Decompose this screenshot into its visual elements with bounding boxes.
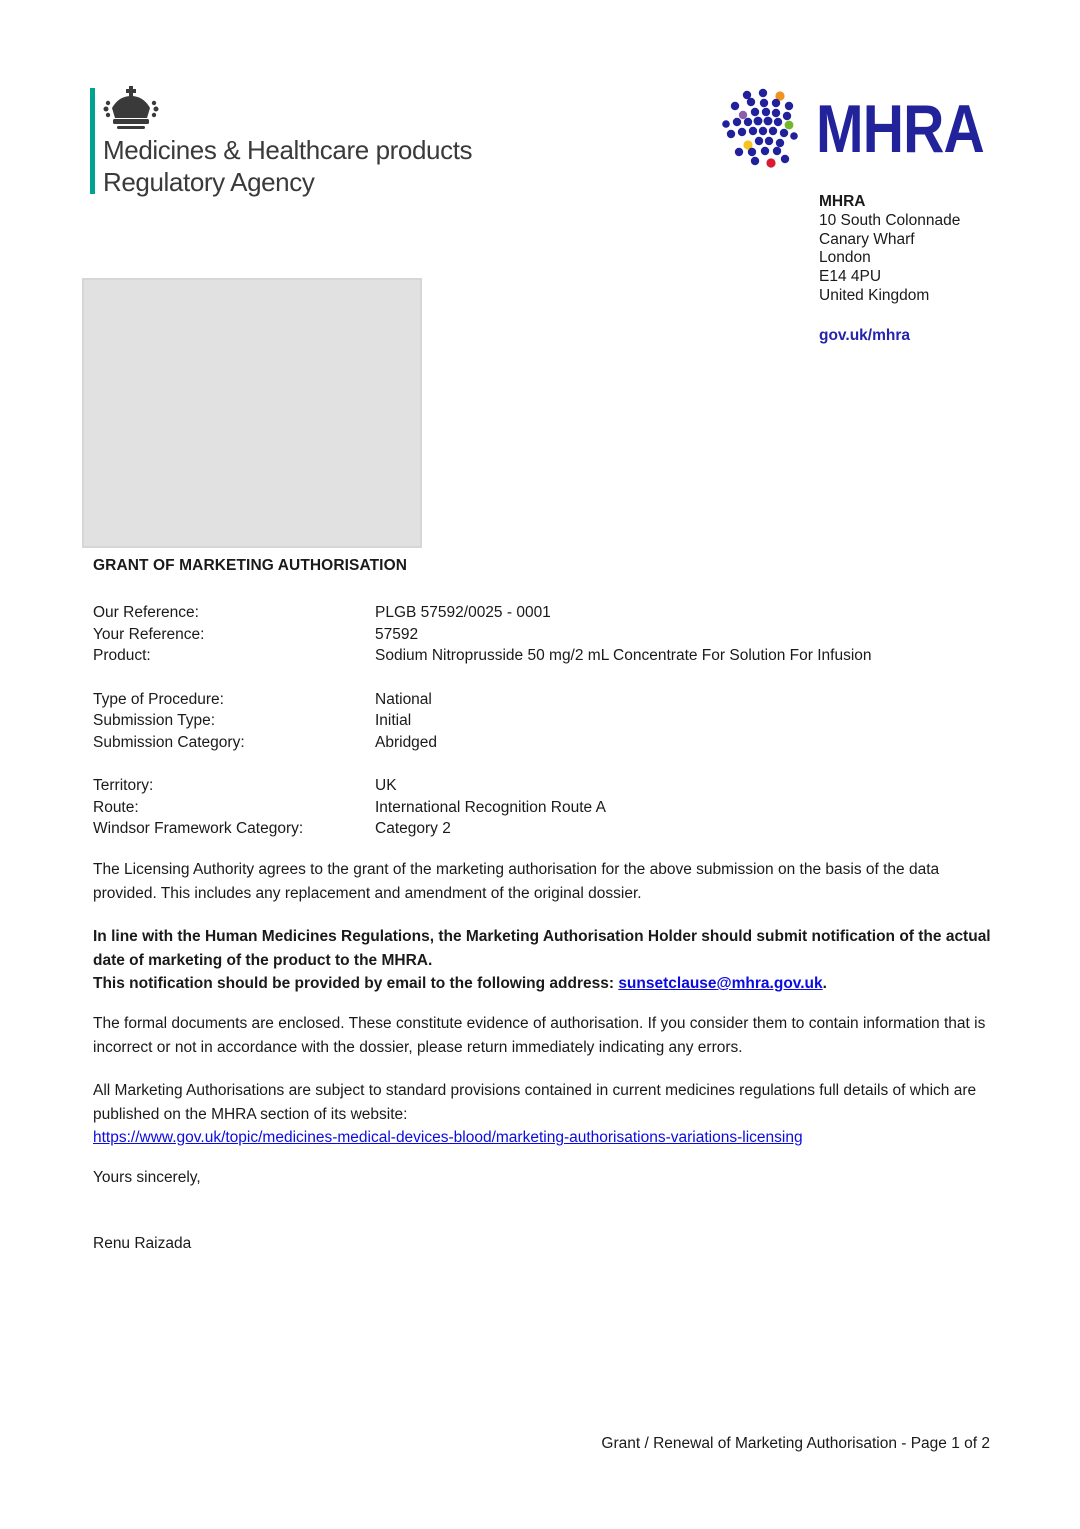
dept-logo-text	[103, 134, 472, 198]
reference-table	[93, 602, 998, 862]
dept-logo-line2: Regulatory Agency	[103, 167, 315, 197]
ref-label: Product:	[93, 647, 151, 664]
ref-label: Territory:	[93, 777, 154, 794]
ref-value: UK	[375, 777, 397, 794]
ref-label: Submission Type:	[93, 712, 216, 729]
address-block	[819, 193, 960, 346]
ref-value: Sodium Nitroprusside 50 mg/2 mL Concentrate For Solution For Infusion	[375, 647, 872, 664]
ref-label: Route:	[93, 798, 139, 816]
ref-label: Our Reference:	[93, 604, 199, 621]
ref-value: National	[375, 690, 432, 708]
mhra-dots-icon	[722, 88, 810, 170]
address-line: Canary Wharf	[819, 230, 915, 248]
address-name: MHRA	[819, 193, 866, 210]
letter-heading: GRANT OF MARKETING AUTHORISATION	[93, 557, 408, 574]
govuk-topic-link[interactable]: https://www.gov.uk/topic/medicines-medical-devices-blood/marketing-authorisations-variations-licensing	[93, 1129, 803, 1146]
table-row	[93, 710, 998, 732]
ref-label: Submission Category:	[93, 733, 245, 751]
ref-value: PLGB 57592/0025 - 0001	[375, 604, 551, 621]
royal-crest-icon	[103, 86, 159, 136]
paragraph-standard-provisions	[93, 1079, 998, 1150]
ref-value: Initial	[375, 712, 412, 729]
ref-label: Your Reference:	[93, 625, 205, 643]
paragraph-licensing-authority: The Licensing Authority agrees to the grant of the marketing authorisation for the above submission on the basis of the data provided. This includes any replacement and amendment of the original dossier.	[93, 861, 940, 902]
table-row	[93, 624, 998, 646]
address-line: United Kingdom	[819, 286, 930, 304]
teal-bar	[90, 88, 95, 194]
reference-group	[93, 775, 998, 840]
notification-suffix: .	[822, 975, 827, 992]
ref-value: Category 2	[375, 820, 451, 837]
govuk-mhra-link[interactable]: gov.uk/mhra	[819, 326, 911, 344]
reference-group	[93, 602, 998, 667]
ref-value: Abridged	[375, 733, 438, 751]
redacted-recipient-box	[82, 278, 422, 548]
address-line: London	[819, 249, 871, 267]
mhra-wordmark: MHRA	[816, 91, 984, 167]
paragraph-notification	[93, 925, 998, 996]
sunset-clause-email-link[interactable]: sunsetclause@mhra.gov.uk	[618, 975, 823, 992]
ref-label: Windsor Framework Category:	[93, 820, 304, 837]
address-line: E14 4PU	[819, 268, 882, 286]
table-row	[93, 689, 998, 711]
table-row	[93, 602, 998, 624]
dept-logo-line1: Medicines & Healthcare products	[103, 135, 473, 165]
ref-value: 57592	[375, 625, 419, 643]
dept-logo	[90, 86, 530, 196]
notification-text-line2: This notification should be provided by email to the following address:	[93, 975, 619, 992]
signatory-name: Renu Raizada	[93, 1235, 192, 1252]
reference-group	[93, 689, 998, 754]
ref-label: Type of Procedure:	[93, 690, 224, 708]
table-row	[93, 645, 998, 667]
table-row	[93, 818, 998, 840]
paragraph-formal-documents: The formal documents are enclosed. These constitute evidence of authorisation. If you consider them to contain information that is incorrect or not in accordance with the dossier, please return immediately indicating any errors.	[93, 1015, 986, 1056]
notification-text-line1: In line with the Human Medicines Regulations, the Marketing Authorisation Holder should submit notification of the actual date of marketing of the product to the MHRA.	[93, 928, 991, 969]
mhra-logo	[722, 86, 1002, 176]
closing-salutation: Yours sincerely,	[93, 1169, 201, 1186]
table-row	[93, 732, 998, 754]
ref-value: International Recognition Route A	[375, 798, 606, 816]
address-line: 10 South Colonnade	[819, 211, 961, 229]
table-row	[93, 775, 998, 797]
table-row	[93, 797, 998, 819]
page-footer: Grant / Renewal of Marketing Authorisation - Page 1 of 2	[601, 1435, 990, 1452]
provisions-text: All Marketing Authorisations are subject to standard provisions contained in current medicines regulations full details of which are published on the MHRA section of its website:	[93, 1082, 977, 1123]
